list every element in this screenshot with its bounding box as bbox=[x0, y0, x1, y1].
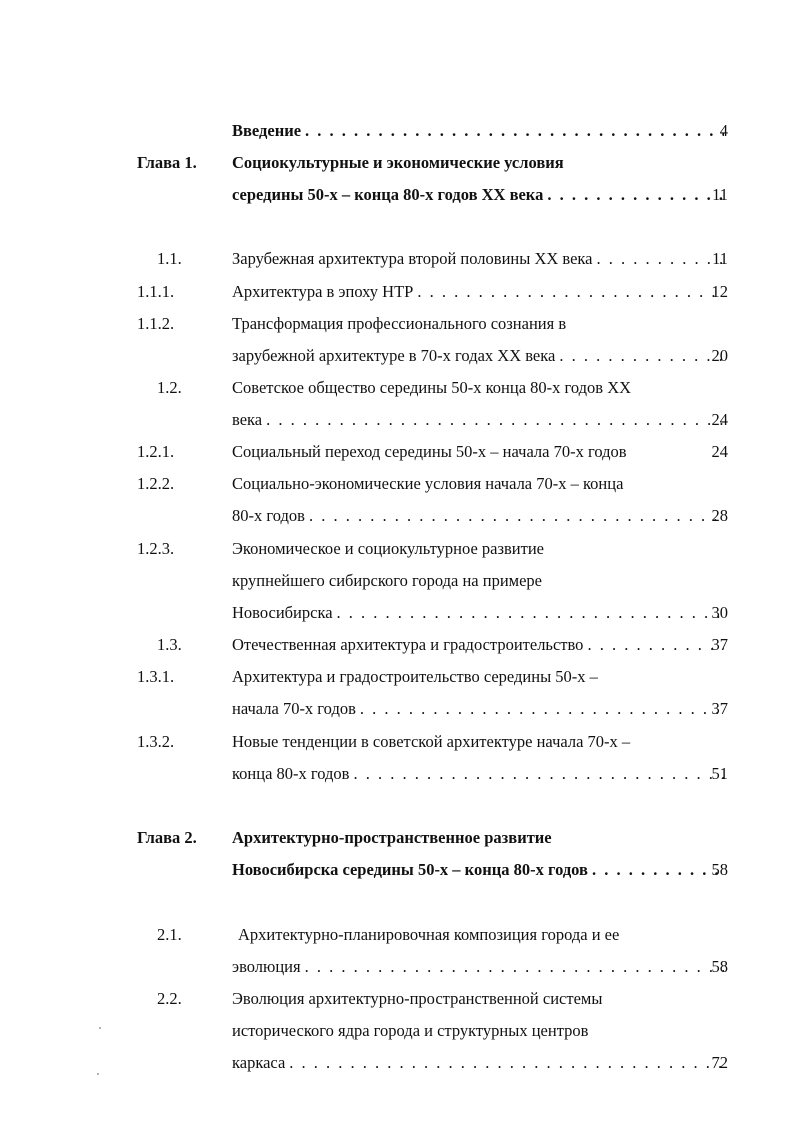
page-number: 51 bbox=[711, 764, 728, 783]
page-number: 58 bbox=[711, 957, 728, 976]
dot-leader bbox=[353, 761, 724, 787]
section-number: 1.1.1. bbox=[137, 282, 175, 301]
section-number: 1.2.3. bbox=[137, 539, 175, 558]
dot-leader bbox=[266, 407, 724, 433]
toc-entry-1-1-1 bbox=[0, 279, 793, 305]
toc-entry-introduction bbox=[0, 118, 793, 144]
section-number: 2.1. bbox=[157, 925, 182, 944]
toc-entry-2-2 bbox=[0, 986, 793, 1012]
section-title: Зарубежная архитектура второй половины XX века bbox=[232, 249, 593, 268]
page-number: 37 bbox=[711, 635, 728, 654]
section-title: начала 70-х годов bbox=[232, 699, 356, 718]
section-number: 2.2. bbox=[157, 989, 182, 1008]
page-number: 24 bbox=[711, 410, 728, 429]
section-number: 1.3.2. bbox=[137, 732, 175, 751]
page-number: 24 bbox=[711, 442, 728, 461]
toc-chapter-2 bbox=[0, 825, 793, 851]
page-number: 28 bbox=[711, 506, 728, 525]
chapter-number: Глава 2. bbox=[137, 828, 197, 847]
toc-entry-title: Введение bbox=[232, 121, 302, 140]
section-number: 1.2.1. bbox=[137, 442, 175, 461]
chapter-title: Новосибирска середины 50-х – конца 80-х годов bbox=[232, 860, 588, 879]
section-title: Социальный переход середины 50-х – начала 70-х годов bbox=[232, 442, 627, 461]
page-number: 11 bbox=[712, 185, 728, 204]
dot-leader bbox=[337, 600, 724, 626]
dot-leader bbox=[309, 503, 724, 529]
toc-entry-1-2 bbox=[0, 375, 793, 401]
dot-leader bbox=[417, 279, 724, 305]
section-title: исторического ядра города и структурных центров bbox=[232, 1021, 589, 1040]
section-title: конца 80-х годов bbox=[232, 764, 350, 783]
toc-entry-2-1 bbox=[0, 922, 793, 948]
toc-chapter-1-continued bbox=[0, 182, 793, 208]
chapter-title: Социокультурные и экономические условия bbox=[232, 153, 564, 172]
section-title: Эволюция архитектурно-пространственной системы bbox=[232, 989, 603, 1008]
toc-entry-1-3 bbox=[0, 632, 793, 658]
section-title: крупнейшего сибирского города на примере bbox=[232, 571, 542, 590]
section-number: 1.1.2. bbox=[137, 314, 175, 333]
page-number: 12 bbox=[711, 282, 728, 301]
scan-speck bbox=[97, 1073, 99, 1075]
toc-entry-1-3-2-continued bbox=[0, 761, 793, 787]
toc-entry-1-1-2 bbox=[0, 311, 793, 337]
toc-entry-1-2-3 bbox=[0, 536, 793, 562]
section-title: Экономическое и социокультурное развитие bbox=[232, 539, 544, 558]
section-number: 1.2.2. bbox=[137, 474, 175, 493]
page-number: 72 bbox=[711, 1053, 728, 1072]
section-number: 1.3. bbox=[157, 635, 182, 654]
toc-chapter-2-continued bbox=[0, 857, 793, 883]
toc-entry-2-2-continued-2 bbox=[0, 1050, 793, 1076]
section-title: Новосибирска bbox=[232, 603, 333, 622]
toc-entry-2-2-continued bbox=[0, 1018, 793, 1044]
section-title: каркаса bbox=[232, 1053, 286, 1072]
section-title: века bbox=[232, 410, 263, 429]
section-title: Архитектурно-планировочная композиция города и ее bbox=[238, 925, 620, 944]
dot-leader bbox=[305, 954, 724, 980]
section-number: 1.1. bbox=[157, 249, 182, 268]
chapter-number: Глава 1. bbox=[137, 153, 197, 172]
dot-leader bbox=[289, 1050, 724, 1076]
page-number: 4 bbox=[719, 121, 728, 140]
toc-entry-1-2-continued bbox=[0, 407, 793, 433]
chapter-title: Архитектурно-пространственное развитие bbox=[232, 828, 552, 847]
toc-entry-1-3-1 bbox=[0, 664, 793, 690]
toc-entry-1-1 bbox=[0, 246, 793, 272]
page-number: 37 bbox=[711, 699, 728, 718]
section-title: эволюция bbox=[232, 957, 301, 976]
dot-leader bbox=[360, 696, 724, 722]
chapter-title: середины 50-х – конца 80-х годов XX века bbox=[232, 185, 544, 204]
toc-chapter-1 bbox=[0, 150, 793, 176]
toc-entry-1-2-2 bbox=[0, 471, 793, 497]
page-number: 30 bbox=[711, 603, 728, 622]
section-title: Отечественная архитектура и градостроительство bbox=[232, 635, 584, 654]
toc-entry-1-2-3-continued bbox=[0, 568, 793, 594]
section-title: Трансформация профессионального сознания в bbox=[232, 314, 567, 333]
toc-entry-1-3-2 bbox=[0, 729, 793, 755]
toc-entry-1-2-1 bbox=[0, 439, 793, 465]
section-title: Архитектура в эпоху НТР bbox=[232, 282, 414, 301]
section-title: зарубежной архитектуре в 70-х годах XX века bbox=[232, 346, 556, 365]
toc-entry-1-2-3-continued-2 bbox=[0, 600, 793, 626]
section-title: 80-х годов bbox=[232, 506, 305, 525]
section-title: Новые тенденции в советской архитектуре начала 70-х – bbox=[232, 732, 631, 751]
toc-entry-1-3-1-continued bbox=[0, 696, 793, 722]
page-number: 11 bbox=[712, 249, 728, 268]
section-number: 1.2. bbox=[157, 378, 182, 397]
section-number: 1.3.1. bbox=[137, 667, 175, 686]
page-number: 58 bbox=[711, 860, 728, 879]
scan-speck bbox=[99, 1027, 101, 1029]
section-title: Советское общество середины 50-х конца 80-х годов XX bbox=[232, 378, 632, 397]
toc-entry-2-1-continued bbox=[0, 954, 793, 980]
page-number: 20 bbox=[711, 346, 728, 365]
toc-entry-1-1-2-continued bbox=[0, 343, 793, 369]
section-title: Архитектура и градостроительство середины 50-х – bbox=[232, 667, 598, 686]
section-title: Социально-экономические условия начала 70-х – конца bbox=[232, 474, 624, 493]
toc-entry-1-2-2-continued bbox=[0, 503, 793, 529]
dot-leader bbox=[305, 118, 724, 144]
